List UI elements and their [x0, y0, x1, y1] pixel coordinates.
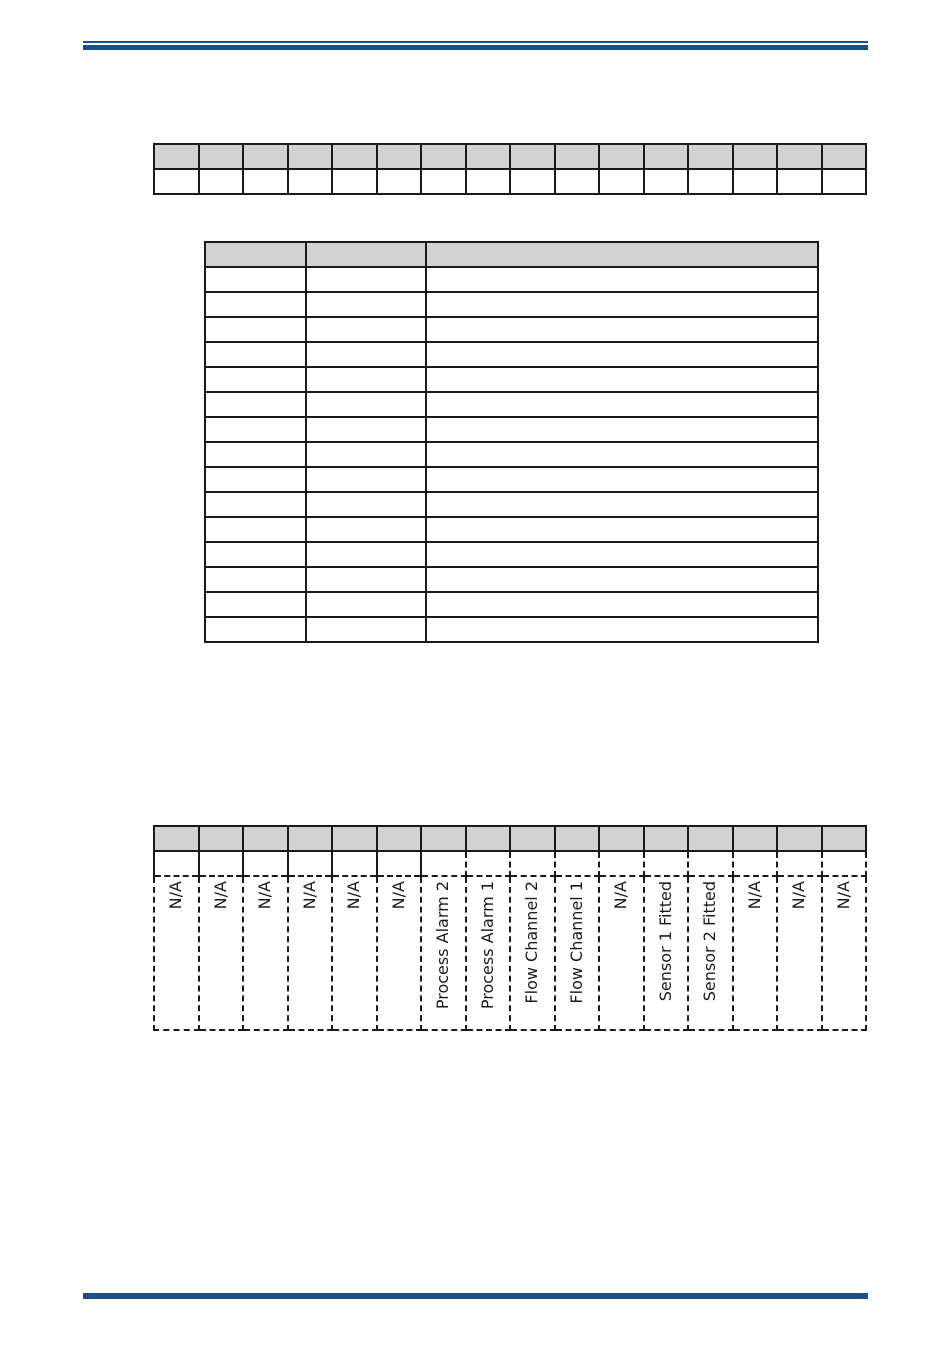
table-cell	[306, 367, 426, 392]
register-grid-header-cell	[555, 144, 600, 169]
bit-label: N/A	[744, 881, 764, 910]
bit-value-cell	[199, 851, 244, 876]
bit-label-cell	[332, 876, 377, 1030]
bit-label-cell	[733, 876, 778, 1030]
table-cell	[306, 592, 426, 617]
table-cell	[205, 292, 306, 317]
table-cell	[306, 617, 426, 642]
bit-header-cell	[421, 826, 466, 851]
register-grid-header-cell	[733, 144, 778, 169]
bit-map-table	[153, 825, 867, 1031]
register-grid-cell	[599, 169, 644, 194]
bit-header-cell	[599, 826, 644, 851]
table-row	[205, 442, 818, 467]
bit-label-cell	[421, 876, 466, 1030]
bit-value-cell	[377, 851, 422, 876]
bit-header-cell	[777, 826, 822, 851]
bit-label-cell	[599, 876, 644, 1030]
header-rule-thin	[83, 41, 868, 43]
table-cell	[306, 417, 426, 442]
register-grid-header-cell	[332, 144, 377, 169]
bit-label: N/A	[789, 881, 809, 910]
bit-value-cell	[599, 851, 644, 876]
bit-label: N/A	[388, 881, 408, 910]
bit-value-row	[154, 851, 866, 876]
bit-header-cell	[555, 826, 600, 851]
bit-value-cell	[154, 851, 199, 876]
register-grid-cell	[822, 169, 867, 194]
register-grid-cell	[243, 169, 288, 194]
table-cell	[205, 442, 306, 467]
header-rule-thick	[83, 45, 868, 50]
register-grid-cell	[421, 169, 466, 194]
register-grid-cell	[777, 169, 822, 194]
register-grid-header-cell	[466, 144, 511, 169]
register-grid-table	[153, 143, 867, 195]
table-cell	[426, 392, 818, 417]
table-cell	[306, 517, 426, 542]
register-grid-header-row	[154, 144, 866, 169]
table-row	[205, 317, 818, 342]
table-row	[205, 617, 818, 642]
register-grid-header-cell	[644, 144, 689, 169]
table-row	[205, 292, 818, 317]
bit-header-cell	[510, 826, 555, 851]
table-cell	[205, 342, 306, 367]
bit-header-cell	[199, 826, 244, 851]
bit-label-row	[154, 876, 866, 1030]
bit-label-cell	[377, 876, 422, 1030]
bit-value-cell	[644, 851, 689, 876]
bit-label: Flow Channel 1	[566, 881, 586, 1004]
table-row	[205, 367, 818, 392]
table-cell	[426, 317, 818, 342]
table-cell	[426, 417, 818, 442]
bit-label-cell	[466, 876, 511, 1030]
bit-label-cell	[154, 876, 199, 1030]
bit-label-cell	[288, 876, 333, 1030]
table-row	[205, 592, 818, 617]
bit-label: Process Alarm 2	[433, 881, 453, 1010]
table-cell	[205, 567, 306, 592]
table-cell	[426, 267, 818, 292]
register-grid-cell	[154, 169, 199, 194]
register-grid-cell	[466, 169, 511, 194]
bit-value-cell	[288, 851, 333, 876]
register-grid-header-cell	[421, 144, 466, 169]
register-grid-header-cell	[777, 144, 822, 169]
bit-header-cell	[466, 826, 511, 851]
register-grid-header-cell	[599, 144, 644, 169]
bit-label-cell	[243, 876, 288, 1030]
register-grid-header-cell	[243, 144, 288, 169]
table-cell	[426, 542, 818, 567]
bit-value-cell	[822, 851, 867, 876]
register-grid-header-cell	[822, 144, 867, 169]
table-cell	[205, 542, 306, 567]
table-cell	[426, 342, 818, 367]
bit-label-cell	[510, 876, 555, 1030]
table-cell	[205, 392, 306, 417]
table-row	[205, 267, 818, 292]
register-grid-header-cell	[510, 144, 555, 169]
bit-label-cell	[688, 876, 733, 1030]
value-description-table	[204, 241, 819, 643]
table-cell	[205, 517, 306, 542]
footer-rule	[83, 1293, 868, 1299]
table-cell	[426, 442, 818, 467]
register-grid-value-row	[154, 169, 866, 194]
table-cell	[205, 492, 306, 517]
table-cell	[306, 467, 426, 492]
bit-value-cell	[777, 851, 822, 876]
bit-header-cell	[154, 826, 199, 851]
bit-header-cell	[733, 826, 778, 851]
bit-label: N/A	[299, 881, 319, 910]
bit-value-cell	[688, 851, 733, 876]
bit-header-cell	[332, 826, 377, 851]
table-row	[205, 417, 818, 442]
table-cell	[306, 292, 426, 317]
register-grid-cell	[510, 169, 555, 194]
register-grid-header-cell	[154, 144, 199, 169]
table-cell	[205, 367, 306, 392]
value-table-header-cell	[306, 242, 426, 267]
bit-header-cell	[243, 826, 288, 851]
table-cell	[426, 292, 818, 317]
table-cell	[426, 617, 818, 642]
bit-value-cell	[421, 851, 466, 876]
table-cell	[306, 392, 426, 417]
bit-label: N/A	[833, 881, 853, 910]
table-row	[205, 492, 818, 517]
table-cell	[426, 467, 818, 492]
value-table-header-cell	[205, 242, 306, 267]
register-grid-header-cell	[688, 144, 733, 169]
table-cell	[426, 517, 818, 542]
table-cell	[426, 367, 818, 392]
table-row	[205, 567, 818, 592]
table-cell	[306, 317, 426, 342]
table-cell	[306, 492, 426, 517]
table-cell	[205, 617, 306, 642]
table-cell	[205, 592, 306, 617]
table-cell	[205, 467, 306, 492]
register-grid-cell	[644, 169, 689, 194]
register-grid-cell	[377, 169, 422, 194]
bit-label: Sensor 1 Fitted	[655, 881, 675, 1002]
table-cell	[426, 492, 818, 517]
bit-label: Process Alarm 1	[477, 881, 497, 1010]
bit-label-cell	[644, 876, 689, 1030]
register-grid-cell	[688, 169, 733, 194]
bit-label: N/A	[611, 881, 631, 910]
bit-header-cell	[822, 826, 867, 851]
bit-label: N/A	[344, 881, 364, 910]
bit-label-cell	[822, 876, 867, 1030]
table-cell	[426, 592, 818, 617]
register-grid-cell	[555, 169, 600, 194]
table-row	[205, 342, 818, 367]
bit-value-cell	[733, 851, 778, 876]
register-grid-header-cell	[377, 144, 422, 169]
table-cell	[306, 567, 426, 592]
bit-label: N/A	[255, 881, 275, 910]
value-table-header-row	[205, 242, 818, 267]
bit-label: Flow Channel 2	[522, 881, 542, 1004]
value-table-header-cell	[426, 242, 818, 267]
table-cell	[306, 442, 426, 467]
bit-header-cell	[644, 826, 689, 851]
register-grid-cell	[332, 169, 377, 194]
bit-label-cell	[777, 876, 822, 1030]
bit-header-cell	[688, 826, 733, 851]
register-grid-cell	[288, 169, 333, 194]
table-row	[205, 517, 818, 542]
bit-header-cell	[377, 826, 422, 851]
table-cell	[205, 317, 306, 342]
bit-header-cell	[288, 826, 333, 851]
bit-value-cell	[510, 851, 555, 876]
table-cell	[426, 567, 818, 592]
bit-value-cell	[243, 851, 288, 876]
register-grid-header-cell	[199, 144, 244, 169]
table-row	[205, 542, 818, 567]
bit-value-cell	[555, 851, 600, 876]
bit-map-header-row	[154, 826, 866, 851]
bit-label: Sensor 2 Fitted	[700, 881, 720, 1002]
bit-value-cell	[466, 851, 511, 876]
bit-label: N/A	[166, 881, 186, 910]
bit-label-cell	[555, 876, 600, 1030]
table-row	[205, 467, 818, 492]
table-row	[205, 392, 818, 417]
table-cell	[306, 542, 426, 567]
table-cell	[205, 267, 306, 292]
register-grid-header-cell	[288, 144, 333, 169]
bit-label: N/A	[210, 881, 230, 910]
bit-label-cell	[199, 876, 244, 1030]
table-cell	[306, 342, 426, 367]
bit-value-cell	[332, 851, 377, 876]
table-cell	[205, 417, 306, 442]
register-grid-cell	[733, 169, 778, 194]
register-grid-cell	[199, 169, 244, 194]
table-cell	[306, 267, 426, 292]
